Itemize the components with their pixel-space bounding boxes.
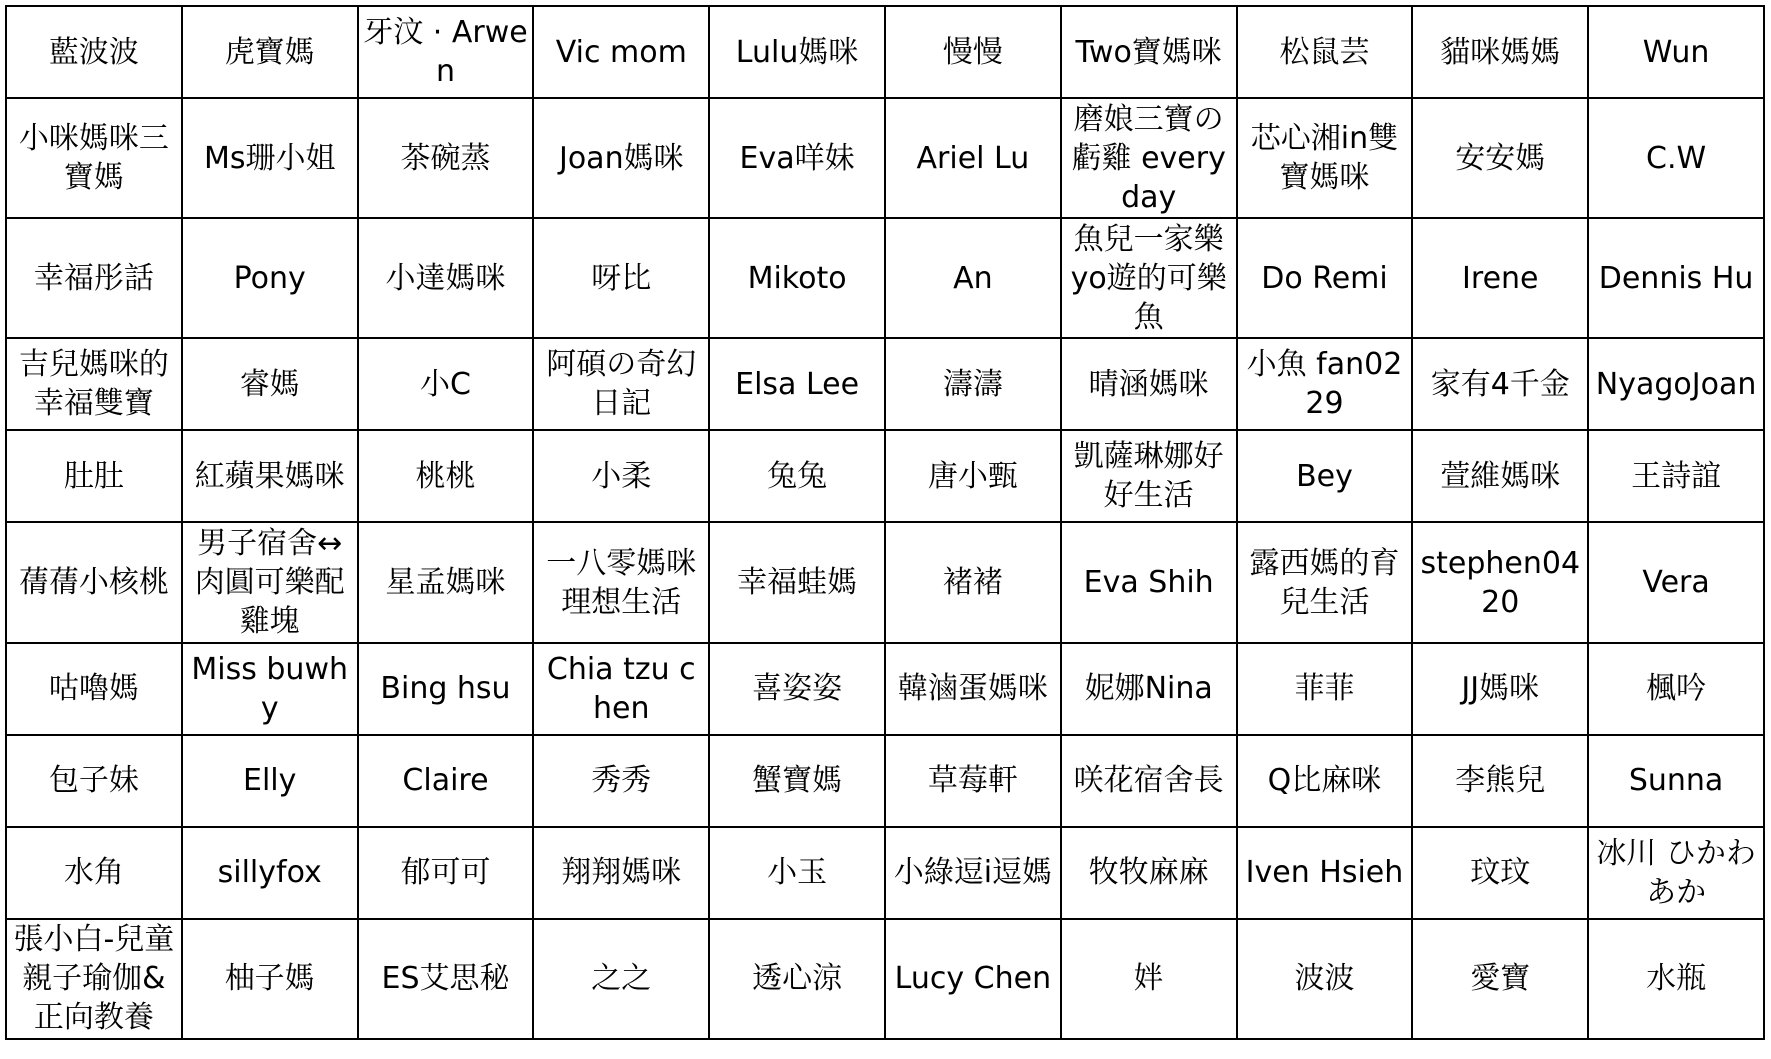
name-cell: 慢慢: [885, 6, 1061, 98]
name-cell: 呀比: [533, 218, 709, 338]
name-cell: 小C: [358, 338, 534, 430]
name-cell: 男子宿舍↔肉圓可樂配雞塊: [182, 522, 358, 642]
name-cell: stephen0420: [1412, 522, 1588, 642]
table-row: [6, 522, 1764, 642]
table-row: [6, 6, 1764, 98]
name-cell: 一八零媽咪理想生活: [533, 522, 709, 642]
name-cell: Q比麻咪: [1237, 735, 1413, 827]
name-cell: C.W: [1588, 98, 1764, 218]
name-cell: 虎寶媽: [182, 6, 358, 98]
name-cell: An: [885, 218, 1061, 338]
name-cell: 魚兒一家樂yo遊的可樂魚: [1061, 218, 1237, 338]
name-cell: 蒨蒨小核桃: [6, 522, 182, 642]
name-cell: Do Remi: [1237, 218, 1413, 338]
name-cell: 咲花宿舍長: [1061, 735, 1237, 827]
name-cell: 張小白-兒童親子瑜伽&正向教養: [6, 919, 182, 1039]
name-cell: 吉兒媽咪的幸福雙寶: [6, 338, 182, 430]
name-cell: 茶碗蒸: [358, 98, 534, 218]
name-cell: 桃桃: [358, 430, 534, 522]
name-cell: Wun: [1588, 6, 1764, 98]
name-cell: Vic mom: [533, 6, 709, 98]
table-row: [6, 430, 1764, 522]
name-cell: 翔翔媽咪: [533, 827, 709, 919]
name-cell: 波波: [1237, 919, 1413, 1039]
name-cell: 松鼠芸: [1237, 6, 1413, 98]
name-table-body: [6, 6, 1764, 1039]
table-row: [6, 735, 1764, 827]
name-cell: 小柔: [533, 430, 709, 522]
name-cell: Pony: [182, 218, 358, 338]
table-row: [6, 98, 1764, 218]
name-cell: 之之: [533, 919, 709, 1039]
name-cell: Claire: [358, 735, 534, 827]
table-row: [6, 338, 1764, 430]
name-cell: 水瓶: [1588, 919, 1764, 1039]
name-cell: NyagoJoan: [1588, 338, 1764, 430]
name-cell: 透心涼: [709, 919, 885, 1039]
name-cell: 褚褚: [885, 522, 1061, 642]
name-cell: 小魚 fan0229: [1237, 338, 1413, 430]
name-cell: 水角: [6, 827, 182, 919]
name-cell: 紅蘋果媽咪: [182, 430, 358, 522]
name-cell: Ariel Lu: [885, 98, 1061, 218]
name-cell: Iven Hsieh: [1237, 827, 1413, 919]
name-cell: 露西媽的育兒生活: [1237, 522, 1413, 642]
name-cell: Eva Shih: [1061, 522, 1237, 642]
name-cell: 喜姿姿: [709, 643, 885, 735]
name-cell: 兔兔: [709, 430, 885, 522]
name-cell: 冰川 ひかわ あか: [1588, 827, 1764, 919]
name-cell: Dennis Hu: [1588, 218, 1764, 338]
name-cell: 姅: [1061, 919, 1237, 1039]
name-cell: 安安媽: [1412, 98, 1588, 218]
name-table: [5, 5, 1765, 1040]
name-cell: 牙汶 · Arwen: [358, 6, 534, 98]
name-cell: 郁可可: [358, 827, 534, 919]
name-cell: ES艾思秘: [358, 919, 534, 1039]
name-cell: 草莓軒: [885, 735, 1061, 827]
name-cell: 柚子媽: [182, 919, 358, 1039]
name-cell: Chia tzu chen: [533, 643, 709, 735]
table-row: [6, 643, 1764, 735]
name-cell: 晴涵媽咪: [1061, 338, 1237, 430]
name-cell: Vera: [1588, 522, 1764, 642]
name-cell: Sunna: [1588, 735, 1764, 827]
name-cell: Joan媽咪: [533, 98, 709, 218]
name-cell: 貓咪媽媽: [1412, 6, 1588, 98]
name-cell: 王詩誼: [1588, 430, 1764, 522]
name-cell: 家有4千金: [1412, 338, 1588, 430]
name-cell: 菲菲: [1237, 643, 1413, 735]
table-row: [6, 919, 1764, 1039]
name-cell: 萱維媽咪: [1412, 430, 1588, 522]
name-cell: 唐小甄: [885, 430, 1061, 522]
name-cell: 妮娜Nina: [1061, 643, 1237, 735]
name-cell: 濤濤: [885, 338, 1061, 430]
name-cell: 幸福彤話: [6, 218, 182, 338]
name-cell: Irene: [1412, 218, 1588, 338]
name-cell: 包子妹: [6, 735, 182, 827]
name-cell: Ms珊小姐: [182, 98, 358, 218]
name-cell: 阿碩の奇幻日記: [533, 338, 709, 430]
name-cell: 秀秀: [533, 735, 709, 827]
name-cell: 小咪媽咪三寶媽: [6, 98, 182, 218]
name-cell: 愛寶: [1412, 919, 1588, 1039]
name-cell: 咕嚕媽: [6, 643, 182, 735]
name-cell: Lucy Chen: [885, 919, 1061, 1039]
name-cell: 小玉: [709, 827, 885, 919]
name-cell: sillyfox: [182, 827, 358, 919]
name-cell: 小達媽咪: [358, 218, 534, 338]
name-cell: 牧牧麻麻: [1061, 827, 1237, 919]
name-cell: JJ媽咪: [1412, 643, 1588, 735]
name-cell: 磨娘三寶の虧雞 everyday: [1061, 98, 1237, 218]
name-cell: Miss buwhy: [182, 643, 358, 735]
name-cell: 玟玟: [1412, 827, 1588, 919]
name-cell: 肚肚: [6, 430, 182, 522]
name-cell: Lulu媽咪: [709, 6, 885, 98]
name-cell: Elly: [182, 735, 358, 827]
name-cell: 凱薩琳娜好好生活: [1061, 430, 1237, 522]
table-row: [6, 218, 1764, 338]
name-cell: Eva咩妹: [709, 98, 885, 218]
name-cell: Two寶媽咪: [1061, 6, 1237, 98]
name-cell: 星孟媽咪: [358, 522, 534, 642]
name-cell: 睿媽: [182, 338, 358, 430]
name-cell: 幸福蛙媽: [709, 522, 885, 642]
table-row: [6, 827, 1764, 919]
name-cell: 小綠逗i逗媽: [885, 827, 1061, 919]
name-cell: Mikoto: [709, 218, 885, 338]
name-cell: 藍波波: [6, 6, 182, 98]
name-cell: Bey: [1237, 430, 1413, 522]
name-cell: 楓吟: [1588, 643, 1764, 735]
name-cell: 韓滷蛋媽咪: [885, 643, 1061, 735]
name-cell: Elsa Lee: [709, 338, 885, 430]
name-cell: 蟹寶媽: [709, 735, 885, 827]
name-cell: 芯心湘in雙寶媽咪: [1237, 98, 1413, 218]
name-cell: Bing hsu: [358, 643, 534, 735]
name-cell: 李熊兒: [1412, 735, 1588, 827]
